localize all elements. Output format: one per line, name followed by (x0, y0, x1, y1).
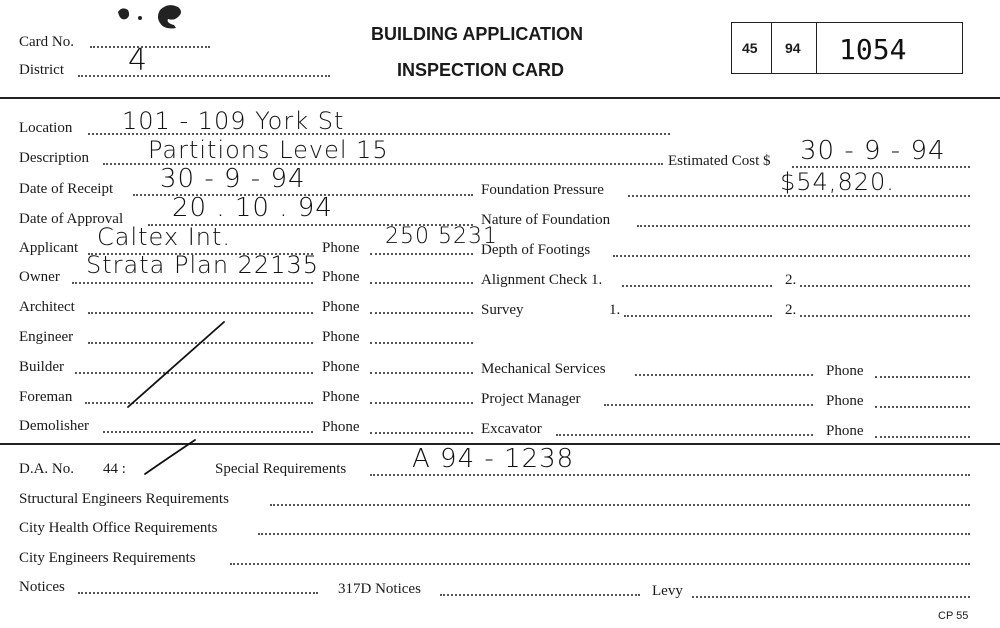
owner-field[interactable] (72, 282, 313, 284)
notices-317d-label: 317D Notices (338, 581, 421, 597)
district-field[interactable] (78, 75, 330, 77)
da-slash-mark (145, 440, 195, 474)
owner-phone-label: Phone (322, 269, 360, 285)
levy-field[interactable] (692, 596, 970, 598)
mechanical-services-label: Mechanical Services (481, 361, 606, 377)
applicant-value: Caltex Int. (97, 223, 232, 251)
special-requirements-value: A 94 - 1238 (412, 444, 575, 474)
foreman-phone-field[interactable] (370, 402, 473, 404)
diagonal-strike-mark (128, 322, 224, 407)
excavator-label: Excavator (481, 421, 542, 437)
nature-of-foundation-label: Nature of Foundation (481, 212, 611, 228)
date-of-receipt-value: 30 - 9 - 94 (160, 164, 306, 194)
survey-label: Survey (481, 302, 524, 318)
date-of-approval-value: 20 . 10 . 94 (172, 193, 333, 223)
project-manager-phone-field[interactable] (875, 406, 970, 408)
alignment-check-1-field[interactable] (622, 285, 772, 287)
notices-317d-field[interactable] (440, 594, 640, 596)
demolisher-phone-field[interactable] (370, 432, 473, 434)
city-health-field[interactable] (258, 533, 970, 535)
excavator-field[interactable] (556, 434, 813, 436)
city-health-label: City Health Office Requirements (19, 520, 218, 536)
smudge-mark (118, 5, 181, 28)
mechanical-services-field[interactable] (635, 374, 813, 376)
engineer-phone-field[interactable] (370, 342, 473, 344)
excavator-phone-field[interactable] (875, 436, 970, 438)
foundation-pressure-label: Foundation Pressure (481, 182, 604, 198)
district-label: District (19, 62, 64, 78)
description-value: Partitions Level 15 (148, 136, 389, 164)
structural-engineers-label: Structural Engineers Requirements (19, 491, 229, 507)
nature-of-foundation-field[interactable] (637, 225, 970, 227)
box-code-2: 94 (785, 40, 801, 56)
applicant-phone-value: 250 5231 (385, 224, 498, 249)
owner-label: Owner (19, 269, 60, 285)
survey-1-field[interactable] (624, 315, 772, 317)
survey-2-label: 2. (785, 302, 797, 318)
estimated-cost-value: 30 - 9 - 94 (800, 136, 946, 166)
notices-label: Notices (19, 579, 65, 595)
location-label: Location (19, 120, 73, 136)
mechanical-services-phone-field[interactable] (875, 376, 970, 378)
architect-phone-field[interactable] (370, 312, 473, 314)
header-divider (0, 97, 1000, 99)
city-engineers-field[interactable] (230, 563, 970, 565)
demolisher-field[interactable] (103, 431, 313, 433)
da-no-prefix: 44 : (103, 461, 126, 477)
owner-value: Strata Plan 22135 (86, 251, 319, 279)
alignment-check-2-label: 2. (785, 272, 797, 288)
card-no-field[interactable] (90, 46, 210, 48)
demolisher-phone-label: Phone (322, 419, 360, 435)
card-number: 1054 (839, 33, 907, 66)
engineer-field[interactable] (88, 342, 313, 344)
city-engineers-label: City Engineers Requirements (19, 550, 196, 566)
estimated-cost-label: Estimated Cost $ (668, 153, 771, 169)
depth-of-footings-field[interactable] (613, 255, 970, 257)
project-manager-field[interactable] (604, 404, 813, 406)
foreman-phone-label: Phone (322, 389, 360, 405)
foundation-pressure-value: $54,820. (780, 168, 895, 196)
builder-phone-label: Phone (322, 359, 360, 375)
card-title-line1: BUILDING APPLICATION (371, 24, 583, 44)
structural-engineers-field[interactable] (270, 504, 970, 506)
survey-1-label: 1. (609, 302, 621, 318)
notices-field[interactable] (78, 592, 318, 594)
card-title-line2: INSPECTION CARD (397, 60, 565, 80)
description-label: Description (19, 150, 89, 166)
project-manager-label: Project Manager (481, 391, 581, 407)
card-number-box (731, 22, 963, 74)
architect-phone-label: Phone (322, 299, 360, 315)
date-of-receipt-label: Date of Receipt (19, 181, 114, 197)
engineer-label: Engineer (19, 329, 74, 345)
special-requirements-field[interactable] (370, 474, 970, 476)
foreman-label: Foreman (19, 389, 73, 405)
location-value: 101 - 109 York St (122, 107, 345, 135)
engineer-phone-label: Phone (322, 329, 360, 345)
architect-label: Architect (19, 299, 75, 315)
owner-phone-field[interactable] (370, 282, 473, 284)
architect-field[interactable] (88, 312, 313, 314)
da-no-label: D.A. No. (19, 461, 74, 477)
card-no-label: Card No. (19, 34, 74, 50)
depth-of-footings-label: Depth of Footings (481, 242, 591, 258)
demolisher-label: Demolisher (19, 418, 89, 434)
applicant-phone-label: Phone (322, 240, 360, 256)
levy-label: Levy (652, 583, 683, 599)
builder-label: Builder (19, 359, 64, 375)
special-requirements-label: Special Requirements (215, 461, 347, 477)
excavator-phone-label: Phone (826, 423, 864, 439)
footer-code: CP 55 (938, 610, 969, 622)
survey-2-field[interactable] (800, 315, 970, 317)
box-code-1: 45 (742, 40, 758, 56)
alignment-check-2-field[interactable] (800, 285, 970, 287)
applicant-label: Applicant (19, 240, 79, 256)
mechanical-services-phone-label: Phone (826, 363, 864, 379)
builder-field[interactable] (75, 372, 313, 374)
builder-phone-field[interactable] (370, 372, 473, 374)
alignment-check-label: Alignment Check 1. (481, 272, 603, 288)
project-manager-phone-label: Phone (826, 393, 864, 409)
applicant-phone-field[interactable] (370, 253, 473, 255)
district-value: 4 (128, 43, 149, 78)
foreman-field[interactable] (85, 402, 313, 404)
date-of-approval-label: Date of Approval (19, 211, 124, 227)
